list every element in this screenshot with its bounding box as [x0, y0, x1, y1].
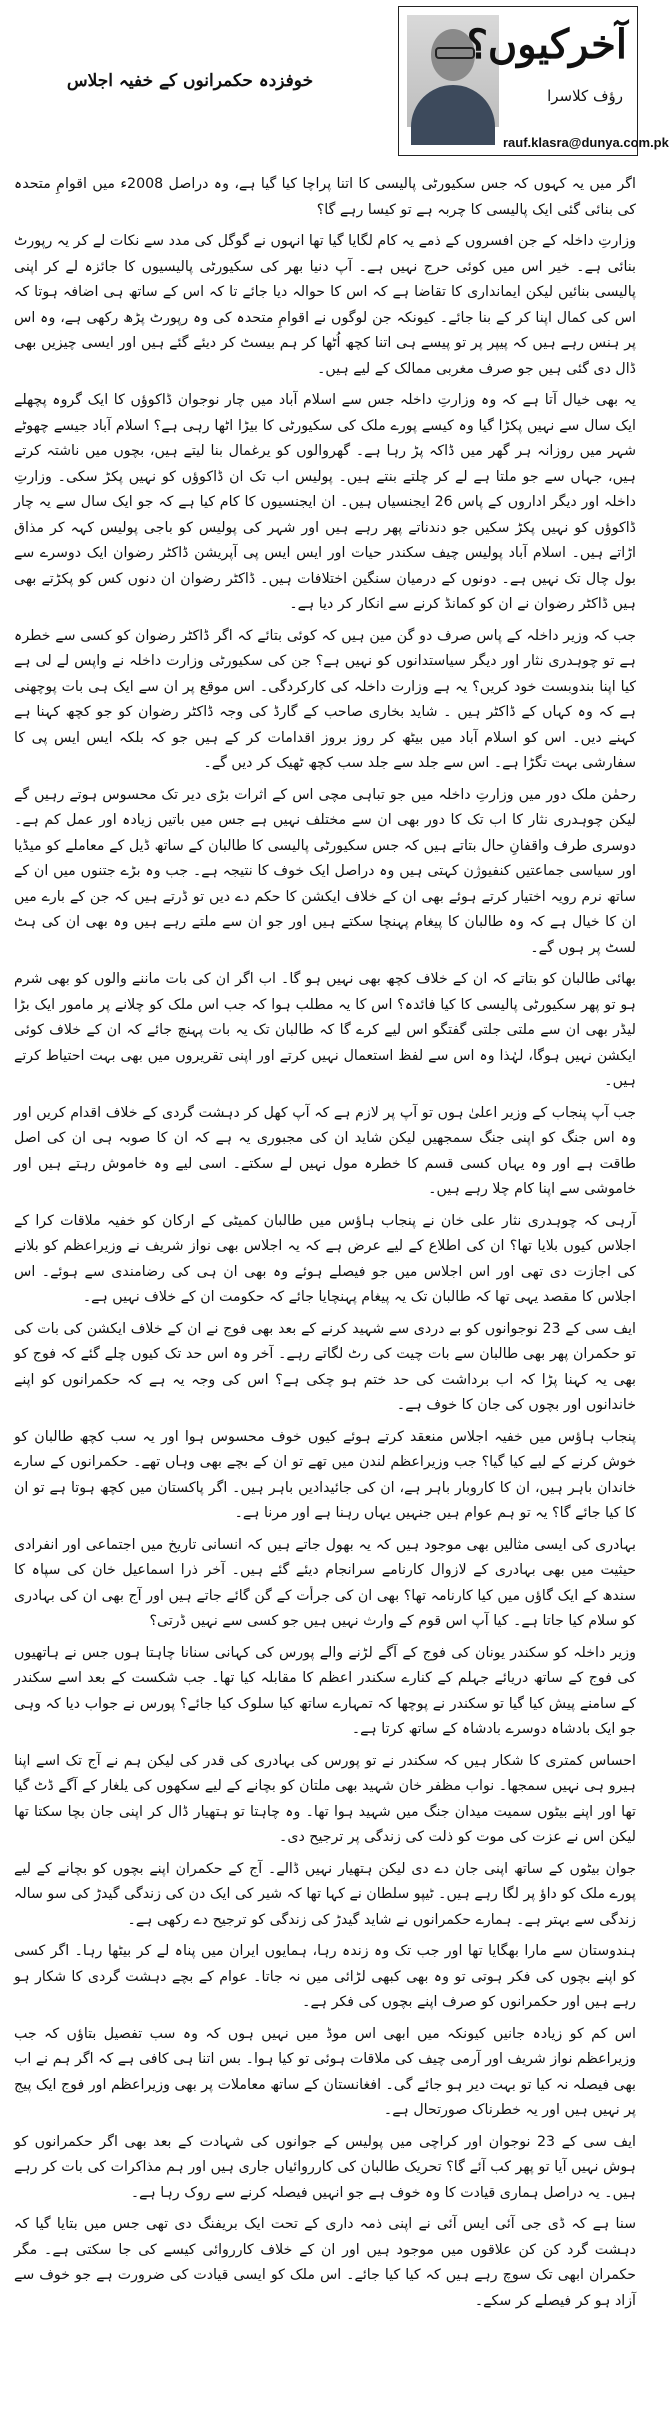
paragraph: وزارتِ داخلہ کے جن افسروں کے ذمے یہ کام لگایا گیا تھا انہوں نے گوگل کی مدد سے نکات لے کر یہ رپورٹ بنائی ہے۔ خیر اس میں کوئی حرج نہیں ہے۔ آپ دنیا بھر کی سکیورٹی پالیسیوں کا جائزہ لے کر اپنی پالیسی بنائیں لیکن ایمانداری کا تقاضا ہے کہ اس کا حوالہ دیا جائے تا کہ اس کے ساتھ ہی اضافہ ہوتا کہ اس کی کمال اپنا کر کے بنا جائے۔ کیونکہ جن لوگوں نے اقوامِ متحدہ کی وہ رپورٹ پڑھ رکھی ہے، وہ اس پر ہنس رہے ہیں کہ پیپر پر تو پیسے ہی اتنا کچھ اُٹھا کر ہم بیسٹ کر دیئے گئے ہیں اور ایسی چیزیں بھی ڈال دی گئی ہیں جو صرف مغربی ممالک کے لیے ہیں۔ — [14, 233, 636, 377]
paragraph: احساس کمتری کا شکار ہیں کہ سکندر نے تو پورس کی بہادری کی قدر کی لیکن ہم نے آج تک اسے اپنا ہیرو ہی نہیں سمجھا۔ نواب مظفر خان شہید بھی ملتان کو بچانے کے لیے سکھوں کی یلغار کے آگے ڈٹ گیا تھا اور اپنے بیٹوں سمیت میدان جنگ میں شہید ہوا تھا۔ وہ چاہتا تو ہتھیار ڈال کر اپنی جان بچا سکتا تھا لیکن اس نے عزت کی موت کو ذلت کی زندگی پر ترجیح دی۔ — [14, 1752, 636, 1845]
paragraph: ایف سی کے 23 نوجوانوں کو بے دردی سے شہید کرنے کے بعد بھی فوج نے ان کے خلاف ایکشن کی بات کی تو حکمران پھر بھی طالبان سے بات چیت کی رٹ لگاتے رہے۔ آخر وہ اس حد تک کیوں چلے گئے کہ فوج کو بھی یہ کہنا پڑا کہ اب برداشت کی حد ختم ہو چکی ہے؟ اس کی وجہ یہ ہے کہ حکمرانوں کو اپنے خاندانوں اور بچوں کی جان کا خوف ہے۔ — [14, 1320, 637, 1413]
paragraph: جوان بیٹوں کے ساتھ اپنی جان دے دی لیکن ہتھیار نہیں ڈالے۔ آج کے حکمران اپنے بچوں کو بچانے کے لیے پورے ملک کو داؤ پر لگا رہے ہیں۔ ٹیپو سلطان نے کہا تھا کہ شیر کی ایک دن کی زندگی گیدڑ کی سو سالہ زندگی سے بہتر ہے۔ ہمارے حکمرانوں نے شاید گیدڑ کی زندگی کو ترجیح دے رکھی ہے۔ — [14, 1860, 636, 1928]
paragraph: جب کہ وزیر داخلہ کے پاس صرف دو گن مین ہیں کہ کوئی بتائے کہ اگر ڈاکٹر رضوان کو کسی سے خطرہ ہے تو چوہدری نثار اور دیگر سیاستدانوں کو نہیں ہے؟ جن کی سکیورٹی وزارت داخلہ نے واپس لے لی ہے کیا اپنا بندوبست خود کریں؟ یہ ہے وزارت داخلہ کی کارکردگی۔ اس موقع پر ان سے ایک ہی بات پوچھنی ہے کہ وہ کہاں کے ڈاکٹر ہیں ۔ شاید بخاری صاحب کے گارڈ کی وجہ ڈاکٹر رضوان کو جو کچھ کہنا ہے کہنے دیں۔ اس کو اسلام آباد میں بیٹھ کر روز بروز اقدامات کر کے ہیں جو کہ بلکہ ایس ایس پی کا سفارشی بہت تگڑا ہے۔ اس سے جلد سے جلد سب کچھ ٹھیک کر دیں گے۔ — [14, 627, 636, 771]
paragraph: یہ بھی خیال آتا ہے کہ وہ وزارتِ داخلہ جس سے اسلام آباد میں چار نوجوان ڈاکوؤں کا ایک گروہ پچھلے ایک سال سے نہیں پکڑا گیا وہ کیسے پورے ملک کی سکیورٹی کا بیڑا اٹھا رہی ہے؟ اسلام آباد جیسے چھوٹے شہر میں روزانہ ہر گھر میں ڈاکہ پڑ رہا ہے۔ گھروالوں کو یرغمال بنا لیتے ہیں، بچوں میں ناشتہ کرتے ہیں، جہاں سے جو ملتا ہے لے کر چلتے بنتے ہیں۔ پولیس اب تک ان ڈاکوؤں کو نہیں پکڑ سکی۔ وزارتِ داخلہ اور دیگر اداروں کے پاس 26 ایجنسیاں ہیں۔ ان ایجنسیوں کا کام کیا ہے کہ جو ایک سال سے یہ چار ڈاکوؤں کو نہیں پکڑ سکیں جو دندناتے پھر رہے ہیں اور شہر کی پولیس کو باجی پولیس کہہ کر مذاق اڑاتے ہیں۔ اسلام آباد پولیس چیف سکندر حیات اور ایس ایس پی آپریشن ڈاکٹر رضوان ایک دوسرے سے بول چال تک نہیں ہے۔ دونوں کے درمیان سنگین اختلافات ہیں۔ ڈاکٹر رضوان ان دنوں کس کو پکڑتے بھی ہیں ڈاکٹر رضوان نے ان کو کمانڈ کرنے سے انکار کر دیا ہے۔ — [14, 392, 637, 612]
author-name: رؤف کلاسرا — [547, 87, 623, 105]
paragraph: بھائی طالبان کو بتاتے کہ ان کے خلاف کچھ بھی نہیں ہو گا۔ اب اگر ان کی بات ماننے والوں کو بھی شرم ہو تو پھر سکیورٹی پالیسی کا کیا فائدہ؟ اس کا یہ مطلب ہوا کہ جب اس ملک کو چلانے پر مامور ایک بڑا لیڈر بھی ان سے ملتی جلتی گفتگو اس لیے کرے گا کہ طالبان تک یہ بات پہنچ جائے کہ ان کے خلاف کوئی ایکشن نہیں ہوگا، لہٰذا وہ اس سے لفظ استعمال نہیں کرتے اور اپنی تقریروں میں بھی بہت احتیاط کرتے ہیں۔ — [14, 971, 636, 1089]
headline: خوفزدہ حکمرانوں کے خفیہ اجلاس — [66, 71, 314, 91]
author-email: rauf.klasra@dunya.com.pk — [503, 135, 669, 150]
paragraph: آرہی کہ چوہدری نثار علی خان نے پنجاب ہاؤس میں طالبان کمیٹی کے ارکان کو خفیہ ملاقات کرا کے اجلاس کیوں بلایا تھا؟ ان کی اطلاع کے لیے عرض ہے کہ یہ اجلاس بھی نواز شریف نے وزیراعظم کو بلانے کی اجازت دی تھی اور اس اجلاس میں جو فیصلے ہوئے وہ بھی ان ہی کی رضامندی سے ہوئے۔ اس اجلاس کا مقصد یہی تھا کہ طالبان تک یہ پیغام پہنچایا جائے کہ حکومت ان کے خلاف نہیں ہے۔ — [14, 1212, 636, 1305]
article-body — [14, 172, 636, 2402]
paragraph: بہادری کی ایسی مثالیں بھی موجود ہیں کہ یہ بھول جاتے ہیں کہ انسانی تاریخ میں اجتماعی اور انفرادی حیثیت میں بھی بہادری کے لازوال کارنامے سرانجام دیئے گئے ہیں۔ آخر ذرا اسماعیل خان کی سپاہ کا سندھ کے ایک گاؤں میں کیا کارنامہ تھا؟ بھی ان کی جرأت کے گن گائے جاتے ہیں اور آج بھی ان کی بہادری کو سلام کیا جاتا ہے۔ کیا آپ اس قوم کے وارث نہیں ہیں جو کسی سے نہیں ڈرتی؟ — [14, 1536, 636, 1629]
paragraph: پنجاب ہاؤس میں خفیہ اجلاس منعقد کرتے ہوئے کیوں خوف محسوس ہوا اور یہ سب کچھ طالبان کو خوش کرنے کے لیے کیا گیا؟ جب وزیراعظم لندن میں تھے تو ان کے بچے بھی وہاں تھے۔ حکمرانوں کے سارے خاندان باہر ہیں، ان کا کاروبار باہر ہے، ان کی جائیدادیں باہر ہیں۔ اگر پاکستان میں کچھ ہوتا ہے تو ان کا کیا جائے گا؟ یہ تو ہم عوام ہیں جنہیں یہاں رہنا ہے اور مرنا ہے۔ — [14, 1428, 636, 1521]
paragraph: ہندوستان سے مارا بھگایا تھا اور جب تک وہ زندہ رہا، ہمایوں ایران میں پناہ لے کر بیٹھا رہا۔ اگر کسی کو اپنے بچوں کی فکر ہوتی تو وہ بھی کبھی لڑائی میں نہ جاتا۔ عوام کے بچے دہشت گردی کا شکار ہو رہے ہیں اور حکمرانوں کو صرف اپنے بچوں کی فکر ہے۔ — [14, 1943, 636, 2010]
paragraph: سنا ہے کہ ڈی جی آئی ایس آئی نے اپنی ذمہ داری کے تحت ایک بریفنگ دی تھی جس میں بتایا گیا کہ دہشت گرد کن کن علاقوں میں موجود ہیں اور ان کے خلاف کارروائی کیسے کی جا سکتی ہے۔ مگر حکمران ابھی تک سوچ رہے ہیں کہ کیا کیا جائے۔ اس ملک کو ایسی قیادت کی ضرورت ہے جو خوف سے آزاد ہو کر فیصلے کر سکے۔ — [14, 2216, 636, 2309]
column-header — [0, 0, 669, 160]
paragraph: جب آپ پنجاب کے وزیر اعلیٰ ہوں تو آپ پر لازم ہے کہ آپ کھل کر دہشت گردی کے خلاف اقدام کریں اور وہ اس جنگ کو اپنی جنگ سمجھیں لیکن شاید ان کی مجبوری یہ ہے کہ ان کا صوبہ ہی ان کی اصل طاقت ہے اور وہ یہاں کسی قسم کا خطرہ مول نہیں لے سکتے۔ اسی لیے وہ خاموش رہتے ہیں اور خاموشی سے اپنا کام چلا رہے ہیں۔ — [14, 1104, 636, 1197]
paragraph: ایف سی کے 23 نوجوان اور کراچی میں پولیس کے جوانوں کی شہادت کے بعد بھی اگر حکمرانوں کو ہوش نہیں آیا تو پھر کب آئے گا؟ تحریک طالبان کی کارروائیاں جاری ہیں اور ہم مذاکرات کی بات کر رہے ہیں۔ یہ دراصل ہماری قیادت کا وہ خوف ہے جو انہیں فیصلہ کرنے سے روک رہا ہے۔ — [14, 2133, 636, 2201]
paragraph: وزیر داخلہ کو سکندر یونان کی فوج کے آگے لڑنے والے پورس کی کہانی سنانا چاہتا ہوں جس نے ہاتھیوں کی فوج کے ساتھ دریائے جہلم کے کنارے سکندر اعظم کا مقابلہ کیا تھا۔ جب شکست کے بعد اسے سکندر کے سامنے پیش کیا گیا تو سکندر نے پوچھا کہ تمہارے ساتھ کیا سلوک کیا جائے؟ پورس نے جواب دیا کہ وہی جو ایک بادشاہ دوسرے بادشاہ کے ساتھ کرتا ہے۔ — [14, 1644, 636, 1737]
paragraph: اگر میں یہ کہوں کہ جس سکیورٹی پالیسی کا اتنا پراچا کیا گیا ہے، وہ دراصل 2008ء میں اقوامِ متحدہ کی بنائی گئی ایک پالیسی کا چربہ ہے تو کیسا رہے گا؟ — [14, 176, 636, 218]
author-photo-shoulders — [411, 85, 495, 145]
paragraph: اس کم کو زیادہ جانیں کیونکہ میں ابھی اس موڈ میں نہیں ہوں کہ وہ سب تفصیل بتاؤں کہ جب وزیراعظم نواز شریف اور آرمی چیف کی ملاقات ہوئی تو کیا ہوا۔ بس اتنا ہی کافی ہے کہ اگر ہم نے اب بھی فیصلہ نہ کیا تو بہت دیر ہو جائے گی۔ افغانستان کے ساتھ معاملات پر بھی وزیراعظم اور فوج ایک پیج پر نہیں ہیں اور یہ خطرناک صورتحال ہے۔ — [14, 2025, 636, 2118]
paragraph: رحمٰن ملک دور میں وزارتِ داخلہ میں جو تباہی مچی اس کے اثرات بڑی دیر تک محسوس ہوتے رہیں گے لیکن چوہدری نثار کا اب تک کا دور بھی ان سے مختلف نہیں ہے جس میں باتیں زیادہ اور عمل کم ہے۔ دوسری طرف واقفانِ حال بتاتے ہیں کہ جس سکیورٹی پالیسی کا طالبان کے ساتھ ڈیل کے معاملے کو میڈیا اور سیاسی جماعتیں کنفیوژن کہتی ہیں وہ دراصل ایک خوف کا نتیجہ ہے۔ جب وہ بڑے جتنوں میں ان کے ساتھ نرم رویہ اختیار کرتے ہوئے بھی ان کے خلاف ایکشن کا حکم دے دیں تو ڈرتے ہیں کہ جن کے بارے میں ان کا خیال ہے کہ وہ طالبان کا پیغام پہنچا سکتے ہیں اور جو ان سے ملتے رہے ہیں وہ بھی ان کی ہٹ لسٹ پر ہوں گے۔ — [14, 786, 636, 956]
column-logo-box — [398, 6, 669, 156]
column-name: آخرکیوں؟ — [466, 21, 627, 68]
